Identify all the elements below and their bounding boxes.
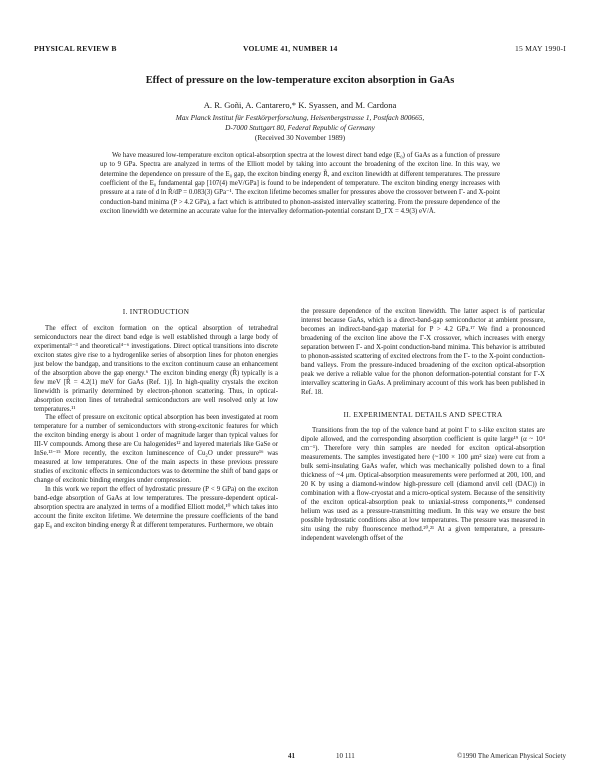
footer-volume: 41 <box>288 752 295 760</box>
affiliation-line-2: D-7000 Stuttgart 80, Federal Republic of Germany <box>225 123 375 132</box>
intro-paragraph-continued: the pressure dependence of the exciton linewidth. The latter aspect is of particular interest because GaAs, which is a direct-band-gap semiconductor at ambient pressure, becomes an indirect-band-gap material for P > 4.2 GPa.¹⁷ We find a pronounced broadening of the exciton line above the Γ-X crossover, which increases with energy separation between Γ- and X-point conduction-band minima. This behavior is attributed to phonon-assisted scattering of excited electrons from the Γ- to the X-point conduction-band valleys. From the pressure-induced broadening of the exciton optical-absorption peak we derive a reliable value for the phonon deformation-potential constant for Γ-X intervalley scattering in GaAs. A preliminary account of this work has been published in Ref. 18. <box>301 308 545 396</box>
footer-copyright: ©1990 The American Physical Society <box>456 752 566 760</box>
issue-date: 15 MAY 1990-I <box>515 44 566 53</box>
intro-heading: I. INTRODUCTION <box>122 307 190 316</box>
footer-page-number: 10 111 <box>336 752 355 760</box>
volume-issue: VOLUME 41, NUMBER 14 <box>243 44 338 53</box>
abstract: We have measured low-temperature exciton optical-absorption spectra at the lowest direct band edge (E₀) of GaAs as a function of pressure up to 9 GPa. Spectra are analyzed in terms of the Elliott model by taking into account the broadening of the exciton line. In this way, we determine the dependence on pressure of the E₀ gap, the exciton binding energy R̃, and exciton linewidth at different temperatures. The pressure coefficient of the E₀ fundamental gap [107(4) meV/GPa] is found to be independent of temperature. The exciton binding energy increases with pressure at a rate of d ln R̃/dP = 0.083(3) GPa⁻¹. The exciton lifetime becomes smaller for pressures above the crossover between Γ- and X-point conduction-band minima (P > 4.2 GPa), a fact which is attributed to phonon-assisted intervalley scattering. From the pressure dependence of the exciton linewidth we determine an accurate value for the intervalley deformation-potential constant D_ΓX = 4.9(3) eV/Å. <box>100 152 500 216</box>
author-list: A. R. Goñi, A. Cantarero,* K. Syassen, and M. Cardona <box>203 100 397 110</box>
affiliation-line-1: Max Planck Institut für Festkörperforschung, Heisenbergstrasse 1, Postfach 800665, <box>175 113 425 122</box>
journal-name: PHYSICAL REVIEW B <box>34 44 117 53</box>
left-column <box>34 308 278 531</box>
paper-title: Effect of pressure on the low-temperature exciton absorption in GaAs <box>145 75 455 86</box>
intro-paragraph-3: In this work we report the effect of hydrostatic pressure (P < 9 GPa) on the exciton band-edge absorption of GaAs at low temperatures. The pressure-dependent optical-absorption spectra are analyzed in terms of a modified Elliott model,¹⁰ which takes into account the finite exciton lifetime. We determine the pressure coefficients of the band gap E₀ and exciton binding energy R̃ at different temperatures. Furthermore, we obtain <box>34 486 278 529</box>
experimental-paragraph-1: Transitions from the top of the valence band at point Γ to s-like exciton states are dipole allowed, and the corresponding absorption coefficient is quite large¹⁹ (α ~ 10⁴ cm⁻¹). Therefore very thin samples are needed for exciton optical-absorption measurements. The samples investigated here (~100 × 100 μm² size) were cut from a bulk semi-insulating GaAs wafer, which was mechanically polished down to a final thickness of ~4 μm. Optical-absorption measurements were performed at 200, 100, and 20 K by using a diamond-window high-pressure cell (diamond anvil cell (DAC)) in combination with a flow-cryostat and a micro-optical system. Because of the sensitivity of the exciton optical-absorption peak to uniaxial-stress components,¹⁹ condensed helium was used as a pressure-transmitting medium. In this way we ensure the best possible hydrostatic conditions also at low temperatures. The pressure was measured in situ using the ruby fluorescence method.²⁰,²¹ At a given temperature, a pressure-independent wavelength offset of the <box>301 427 545 542</box>
intro-paragraph-2: The effect of pressure on excitonic optical absorption has been investigated at room temperature for a number of semiconductors with strong-excitonic features for which the exciton binding energy is about 1 order of magnitude larger than typical values for III-V compounds. Among these are Cu halogenides¹² and layered materials like GaSe or InSe.¹³⁻¹⁵ More recently, the exciton luminescence of Cu₂O under pressure¹⁶ was measured at low temperatures. One of the main aspects in these previous pressure studies of excitonic effects in semiconductors was to determine the shift of band gaps or change of excitonic binding energies under compression. <box>34 414 278 485</box>
experimental-heading: II. EXPERIMENTAL DETAILS AND SPECTRA <box>343 409 503 419</box>
received-date: (Received 30 November 1989) <box>254 133 346 142</box>
right-column <box>301 308 545 544</box>
intro-paragraph-1: The effect of exciton formation on the optical absorption of tetrahedral semiconductors near the direct band edge is well established through a large body of experimental¹⁻³ and theoretical⁴⁻⁶ investigations. Direct optical transitions into discrete exciton states give rise to a hydrogenlike series of absorption lines for photon energies just below the bandgap, and transitions to the exciton continuum cause an enhancement of the absorption above the gap energy.⁶ The exciton binding energy (R̃) typically is a few meV [R̃ = 4.2(1) meV for GaAs (Ref. 1)]. In high-quality crystals the exciton linewidth is primarily determined by electron-phonon scattering. Thus, in optical-absorption exciton lines of tetrahedral semiconductors are well resolved only at low temperatures.¹¹ <box>34 324 278 413</box>
